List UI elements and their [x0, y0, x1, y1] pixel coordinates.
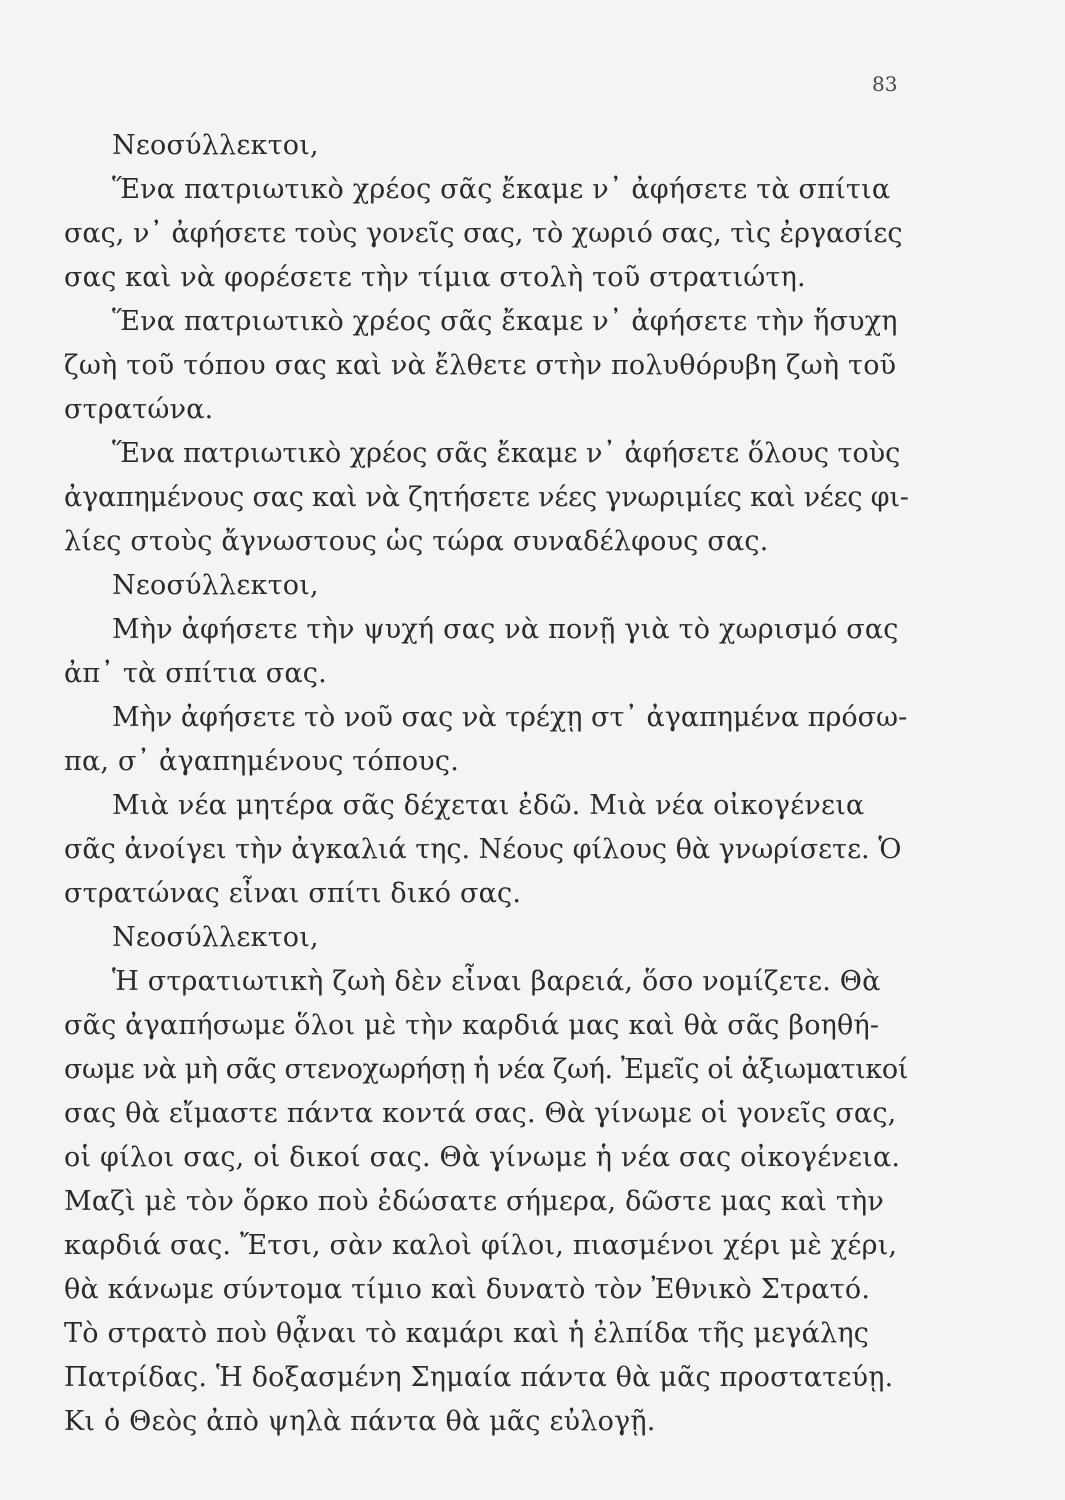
text-line: Μὴν ἀφήσετε τὴν ψυχή σας νὰ πονῇ γιὰ τὸ χωρισμό σας: [112, 614, 899, 645]
text-line: ἀγαπημένους σας καὶ νὰ ζητήσετε νέες γνωριμίες καὶ νέες φι-: [64, 482, 909, 513]
text-line: σᾶς ἀνοίγει τὴν ἀγκαλιά της. Νέους φίλους θὰ γνωρίσετε. Ὁ: [64, 834, 902, 865]
text-line: Νεοσύλλεκτοι,: [112, 130, 319, 161]
text-line: στρατώνα.: [64, 394, 214, 425]
text-line: Κι ὁ Θεὸς ἀπὸ ψηλὰ πάντα θὰ μᾶς εὐλογῇ.: [64, 1406, 656, 1437]
body-text: [64, 124, 909, 1444]
text-line: οἱ φίλοι σας, οἱ δικοί σας. Θὰ γίνωμε ἡ νέα σας οἰκογένεια.: [64, 1142, 901, 1173]
page-number: 83: [872, 72, 898, 96]
text-line: Μαζὶ μὲ τὸν ὅρκο ποὺ ἐδώσατε σήμερα, δῶστε μας καὶ τὴν: [64, 1186, 884, 1217]
text-line: Τὸ στρατὸ ποὺ θᾆναι τὸ καμάρι καὶ ἡ ἐλπίδα τῆς μεγάλης: [64, 1318, 870, 1349]
text-line: σωμε νὰ μὴ σᾶς στενοχωρήσῃ ἡ νέα ζωή. Ἐμεῖς οἱ ἀξιωματικοί: [64, 1054, 908, 1085]
text-line: Νεοσύλλεκτοι,: [112, 570, 319, 601]
text-line: στρατώνας εἶναι σπίτι δικό σας.: [64, 878, 522, 909]
text-line: Ἕνα πατριωτικὸ χρέος σᾶς ἔκαμε ν᾽ ἀφήσετε τὴν ἥσυχη: [112, 306, 898, 337]
text-line: ζωὴ τοῦ τόπου σας καὶ νὰ ἔλθετε στὴν πολυθόρυβη ζωὴ τοῦ: [64, 350, 897, 381]
text-line: Μιὰ νέα μητέρα σᾶς δέχεται ἐδῶ. Μιὰ νέα οἰκογένεια: [112, 790, 865, 821]
text-line: Ἕνα πατριωτικὸ χρέος σᾶς ἔκαμε ν᾽ ἀφήσετε ὅλους τοὺς: [112, 438, 901, 469]
text-line: σας, ν᾽ ἀφήσετε τοὺς γονεῖς σας, τὸ χωριό σας, τὶς ἐργασίες: [64, 218, 903, 249]
text-line: πα, σ᾽ ἀγαπημένους τόπους.: [64, 746, 460, 777]
text-line: Μὴν ἀφήσετε τὸ νοῦ σας νὰ τρέχῃ στ᾽ ἀγαπημένα πρόσω-: [112, 702, 908, 733]
text-line: σᾶς ἀγαπήσωμε ὅλοι μὲ τὴν καρδιά μας καὶ θὰ σᾶς βοηθή-: [64, 1010, 880, 1041]
text-line: λίες στοὺς ἄγνωστους ὡς τώρα συναδέλφους σας.: [64, 526, 769, 557]
text-line: σας καὶ νὰ φορέσετε τὴν τίμια στολὴ τοῦ στρατιώτη.: [64, 262, 806, 293]
text-line: Ἕνα πατριωτικὸ χρέος σᾶς ἔκαμε ν᾽ ἀφήσετε τὰ σπίτια: [112, 174, 891, 205]
text-line: Νεοσύλλεκτοι,: [112, 922, 319, 953]
text-line: Πατρίδας. Ἡ δοξασμένη Σημαία πάντα θὰ μᾶς προστατεύῃ.: [64, 1362, 894, 1393]
text-line: Ἡ στρατιωτικὴ ζωὴ δὲν εἶναι βαρειά, ὅσο νομίζετε. Θὰ: [112, 966, 881, 997]
text-line: σας θὰ εἴμαστε πάντα κοντά σας. Θὰ γίνωμε οἱ γονεῖς σας,: [64, 1098, 897, 1129]
text-line: καρδιά σας. Ἔτσι, σὰν καλοὶ φίλοι, πιασμένοι χέρι μὲ χέρι,: [64, 1230, 898, 1261]
text-line: θὰ κάνωμε σύντομα τίμιο καὶ δυνατὸ τὸν Ἐθνικὸ Στρατό.: [64, 1274, 871, 1305]
text-line: ἀπ᾽ τὰ σπίτια σας.: [64, 658, 327, 689]
